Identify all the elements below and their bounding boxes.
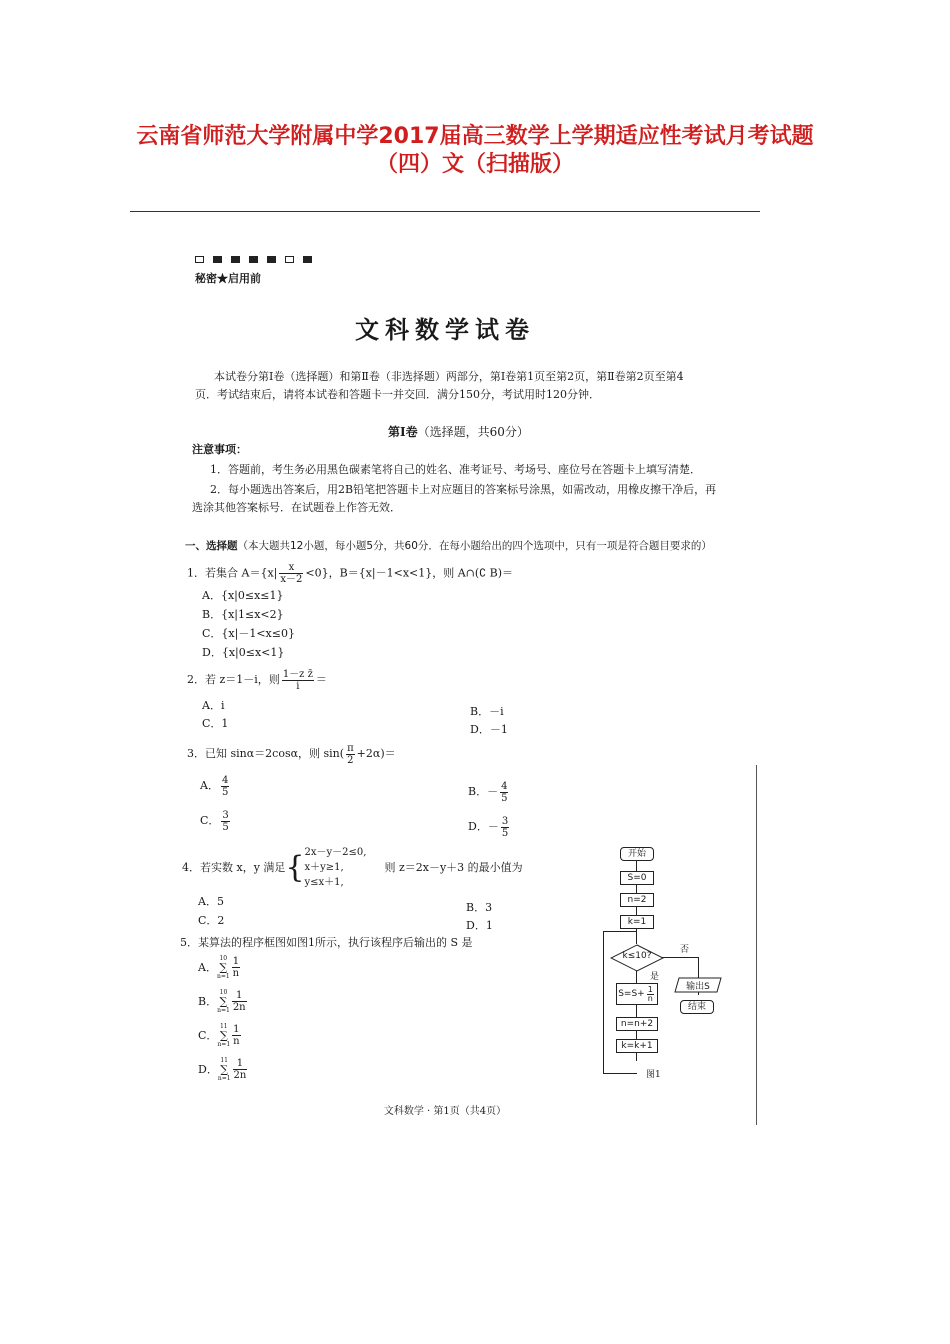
q3-option-c	[200, 808, 232, 834]
q1-frac-den: x－2	[280, 574, 303, 585]
notice-item-2-line1: 2．每小题选出答案后，用2B铅笔把答题卡上对应题目的答案标号涂黑，如需改动，用橡皮擦干净后，再	[210, 483, 717, 496]
secret-label: 秘密★启用前	[195, 272, 261, 285]
q4-option-d: D．1	[466, 919, 493, 932]
q3-opt-b-label: B．－	[468, 785, 499, 798]
q5-opt-d-den: 2n	[233, 1070, 247, 1081]
page-title-line2: （四）文（扫描版）	[375, 152, 574, 177]
exam-title: 文科数学试卷	[355, 315, 535, 344]
q2-option-a: A．i	[202, 699, 225, 712]
q3-opt-d-num: 3	[501, 815, 509, 827]
flow-condition: k≤10?	[622, 951, 652, 961]
q3-angle: +2α	[356, 747, 381, 760]
q5-opt-d-sum-top: 11	[220, 1057, 228, 1064]
q3-option-d	[468, 814, 511, 840]
q5-opt-b-num: 1	[232, 990, 247, 1002]
q5-option-a: A． 10 ∑ n=1 $\frac{1}{n}$	[198, 955, 240, 980]
q5-opt-a-num: 1	[232, 956, 240, 967]
barcode-squares	[195, 253, 321, 267]
q5-opt-c-sum-top: 11	[219, 1023, 228, 1030]
q5-option-d: D． 11 ∑ n=1 $\frac{1}{2n}$	[198, 1057, 247, 1082]
q3-stem-suffix: ＝	[384, 747, 396, 760]
q4-stem-prefix: 4．若实数 x，y 满足	[182, 861, 286, 874]
q3-opt-c-den: 5	[222, 821, 229, 833]
flowchart-figure	[600, 845, 750, 1085]
q1-set-a: A＝	[241, 566, 261, 580]
flow-no-label: 否	[680, 945, 690, 955]
q2-stem-prefix: 2．若 z＝1－i，则	[187, 673, 280, 686]
q5-opt-d-label: D．	[198, 1063, 218, 1076]
page-footer: 文科数学 · 第1页（共4页）	[383, 1106, 507, 1117]
flow-n2: n=2	[620, 893, 654, 907]
q1-option-c: C．{x|－1<x≤0}	[202, 627, 295, 640]
q3-opt-d-label: D．－	[468, 820, 499, 833]
notice-title: 注意事项：	[192, 443, 247, 456]
q5-opt-c-den: n	[233, 1036, 240, 1047]
scanned-exam-page	[130, 205, 760, 1135]
q2-frac-num: 1－z z̄	[282, 668, 313, 680]
q3-opt-c-label: C．	[200, 814, 220, 827]
flow-update-k: k=k+1	[616, 1039, 658, 1053]
q5-opt-b-label: B．	[198, 995, 218, 1008]
notice-item-2-line2: 选涂其他答案标号．在试题卷上作答无效．	[192, 501, 401, 514]
q3-option-a	[200, 773, 231, 799]
section1-subtitle: （选择题，共60分）	[417, 425, 529, 439]
q1-stem-suffix: ，B＝{x|－1<x<1}，则 A∩(∁ B)＝	[328, 566, 514, 580]
q4-option-a: A．5	[198, 895, 224, 908]
q2-option-c: C．1	[202, 717, 229, 730]
section1-title: 第Ⅰ卷	[388, 425, 418, 439]
q3-frac-den: 2	[347, 754, 354, 766]
q5-option-b: B． 10 ∑ n=1 $\frac{1}{2n}$	[198, 989, 246, 1014]
q1-stem-prefix: 1．若集合	[187, 566, 238, 580]
q5-opt-c-sum-bottom: n=1	[217, 1041, 231, 1048]
q5-opt-a-sum-top: 10	[219, 955, 228, 962]
q2-stem-suffix: ＝	[315, 673, 327, 686]
q5-opt-b-sum-bottom: n=1	[217, 1007, 230, 1014]
q5-opt-c-num: 1	[233, 1024, 240, 1035]
q2-option-d: D．－1	[470, 723, 508, 736]
part1-description: （本大题共12小题，每小题5分，共60分．在每小题给出的四个选项中，只有一项是符合题目要求的）	[237, 540, 712, 552]
q1-fraction	[279, 562, 303, 585]
flow-update-s-text: S=S+	[618, 989, 645, 999]
q5-opt-d-sum-bottom: n=1	[217, 1075, 231, 1082]
flow-s0: S=0	[620, 871, 654, 885]
q3-opt-b-num: 4	[501, 780, 508, 792]
notice-item-1: 1．答题前，考生务必用黑色碳素笔将自己的姓名、准考证号、考场号、座位号在答题卡上填写清楚．	[210, 463, 701, 476]
q4-option-c: C．2	[198, 914, 225, 927]
q3-stem-prefix: 3．已知 sinα＝2cosα，则 sin	[187, 747, 340, 760]
q5-opt-a-label: A．	[198, 961, 217, 974]
q4-option-b: B．3	[466, 901, 493, 914]
flow-output: 输出S	[686, 982, 710, 992]
q5-opt-a-sum-bottom: n=1	[216, 973, 230, 980]
scan-edge-line	[756, 765, 757, 1125]
q1-option-a: A．{x|0≤x≤1}	[202, 589, 284, 602]
q2-stem	[187, 668, 327, 692]
q5-opt-d-num: 1	[233, 1058, 248, 1070]
intro-line2: 页．考试结束后，请将本试卷和答题卡一并交回．满分150分，考试用时120分钟．	[195, 388, 600, 401]
q2-fraction	[282, 669, 314, 692]
flow-update-s-num: 1	[647, 985, 653, 994]
q3-frac-num: π	[347, 742, 354, 754]
flow-yes-label: 是	[650, 972, 660, 982]
q1-stem: 1．若集合 A＝{x| $\frac{x}{x-2}$ <0}，B＝{x|－1<x<1}，则 A∩(∁ B)＝	[187, 562, 514, 585]
flow-caption: 图1	[646, 1070, 661, 1080]
q1-option-b: B．{x|1≤x<2}	[202, 608, 284, 621]
section1-heading	[388, 425, 529, 439]
q2-option-b: B．－i	[470, 705, 504, 718]
q1-frac-num: x	[279, 562, 303, 574]
q3-opt-d-den: 5	[501, 827, 509, 839]
q2-frac-den: i	[296, 680, 300, 692]
q4-condition-1: 2x－y－2≤0,	[304, 847, 367, 858]
q4-condition-3: y≤x＋1,	[304, 877, 344, 888]
intro-line1: 本试卷分第Ⅰ卷（选择题）和第Ⅱ卷（非选择题）两部分，第Ⅰ卷第1页至第2页，第Ⅱ卷第2页至第4	[214, 370, 684, 383]
q1-ineq: <0	[305, 566, 322, 580]
q4-condition-2: x＋y≥1,	[304, 862, 344, 873]
flow-update-n: n=n+2	[616, 1017, 658, 1031]
flow-update-s-den: n	[647, 994, 653, 1003]
q5-opt-a-den: n	[232, 968, 240, 979]
q5-option-c: C． 11 ∑ n=1 $\frac{1}{n}$	[198, 1023, 240, 1048]
q3-stem: 3．已知 sinα＝2cosα，则 sin( $\frac{\pi}{2}$ +2α)＝	[187, 742, 396, 766]
q3-opt-c-num: 3	[222, 809, 229, 821]
q1-option-d: D．{x|0≤x<1}	[202, 646, 285, 659]
q4-stem-suffix: 则 z＝2x－y＋3 的最小值为	[384, 861, 523, 874]
q5-opt-b-sum-top: 10	[219, 989, 228, 996]
q5-stem: 5．某算法的程序框图如图1所示，执行该程序后输出的 S 是	[180, 936, 473, 949]
flow-end: 结束	[680, 1000, 714, 1014]
q5-opt-c-label: C．	[198, 1029, 218, 1042]
flow-start: 开始	[620, 847, 654, 861]
q3-fraction	[346, 743, 355, 766]
q4-conditions	[305, 845, 367, 890]
q4-stem: 4．若实数 x，y 满足{ 2x－y－2≤0, x＋y≥1, y≤x＋1, 则 z＝2x－y＋3 的最小值为	[182, 847, 523, 888]
q5-opt-b-den: 2n	[232, 1002, 246, 1013]
q3-opt-b-den: 5	[501, 792, 508, 804]
page-title-line1: 云南省师范大学附属中学2017届高三数学上学期适应性考试月考试题	[136, 124, 814, 149]
flow-update-s	[616, 983, 658, 1005]
part1-heading	[185, 539, 712, 553]
part1-title: 一、选择题	[185, 540, 238, 552]
q3-opt-a-num: 4	[221, 774, 229, 786]
q3-opt-a-label: A．	[200, 779, 219, 792]
q3-opt-a-den: 5	[221, 786, 229, 798]
q3-option-b	[468, 779, 510, 805]
flow-k1: k=1	[620, 915, 654, 929]
